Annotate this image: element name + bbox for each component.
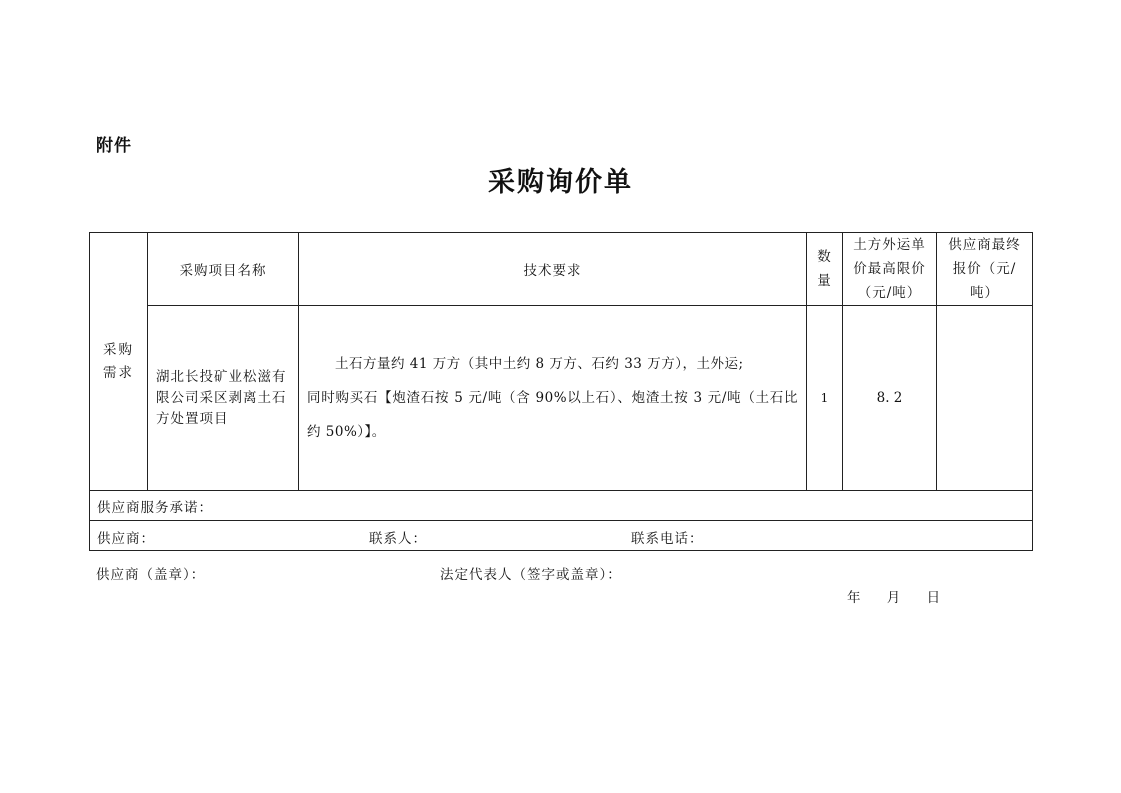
legal-rep-label: 法定代表人（签字或盖章）： — [440, 567, 622, 583]
service-commitment-row — [90, 491, 1033, 521]
tech-requirements-line-1: 土石方量约 41 万方（其中土约 8 万方、石约 33 万方），土外运; — [335, 356, 744, 372]
phone-label[interactable]: 联系电话： — [631, 531, 704, 547]
final-quote-cell[interactable] — [937, 306, 1033, 491]
supplier-contact-row — [90, 521, 1033, 551]
tech-requirements-line-2: 同时购买石【炮渣石按 5 元/吨（含 90%以上石）、炮渣土按 3 元/吨（土石比约 50%）】。 — [307, 390, 798, 440]
category-cell — [90, 233, 148, 491]
table-header-row — [90, 233, 1033, 306]
max-unit-price-value: 8. 2 — [876, 390, 903, 406]
tech-requirements-cell — [299, 306, 807, 491]
contact-label[interactable]: 联系人： — [369, 531, 427, 547]
annex-label: 附件 — [96, 136, 132, 156]
header-final-quote-label: 供应商最终 报价（元/ 吨） — [948, 237, 1021, 301]
table-row — [90, 306, 1033, 491]
project-name-cell — [148, 306, 299, 491]
header-tech-requirements-label: 技术要求 — [523, 263, 582, 279]
header-final-quote — [937, 233, 1033, 306]
header-project-name-label: 采购项目名称 — [179, 263, 267, 279]
category-label: 采购 需求 — [103, 341, 134, 381]
quantity-cell — [807, 306, 843, 491]
header-tech-requirements — [299, 233, 807, 306]
supplier-label[interactable]: 供应商： — [97, 531, 155, 547]
max-unit-price-cell — [843, 306, 937, 491]
header-max-unit-price — [843, 233, 937, 306]
supplier-seal-label: 供应商（盖章）： — [96, 567, 206, 583]
service-commitment-cell[interactable] — [90, 491, 1033, 521]
inquiry-table — [89, 232, 1033, 551]
quantity-value: 1 — [820, 391, 829, 405]
header-quantity-label: 数 量 — [817, 249, 832, 289]
supplier-contact-fields — [90, 521, 1032, 550]
supplier-contact-cell — [90, 521, 1033, 551]
service-commitment-label: 供应商服务承诺： — [97, 499, 213, 516]
form-title: 采购询价单 — [488, 167, 633, 198]
header-project-name — [148, 233, 299, 306]
header-max-unit-price-label: 土方外运单 价最高限价 （元/吨） — [853, 237, 926, 301]
date-label: 年 月 日 — [847, 590, 943, 606]
header-quantity — [807, 233, 843, 306]
project-name-value: 湖北长投矿业松滋有限公司采区剥离土石方处置项目 — [156, 368, 287, 427]
